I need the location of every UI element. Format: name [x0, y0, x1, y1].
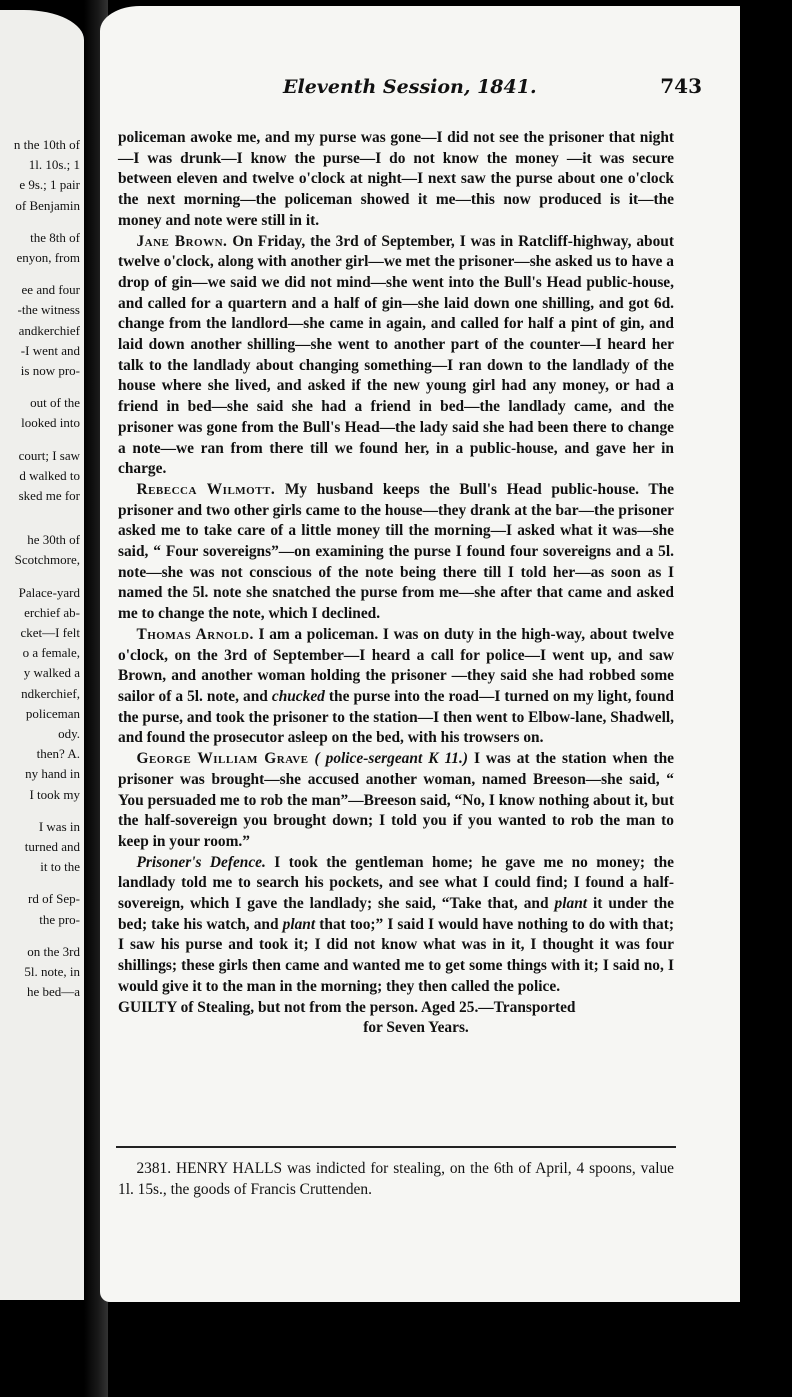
- facing-page-line: it to the: [40, 859, 80, 875]
- facing-page-line: y walked a: [23, 665, 80, 681]
- facing-page-line: he 30th of: [27, 532, 80, 548]
- testimony: I am a policeman. I was on duty in the high-way, about twelve o'clock, on the 3rd of September—I heard a call for police—I went up, and saw Brown, and another woman holding the prisoner —they said she had robbed some sailor of a 5l. note, and: [118, 625, 674, 705]
- testimony: it under the bed; take his watch, and: [118, 895, 674, 933]
- page: [100, 6, 740, 1302]
- testimony: On Friday, the 3rd of September, I was in Ratcliff-highway, about twelve o'clock, along with another girl—we met the prisoner—she asked us to have a drop of gin—we said we did not mind—she went into the Bull's Head public-house, and called for a quartern and a half of gin—she laid down one shilling, and got 6d. change from the landlord—she came in again, and called for half a pint of gin, and laid down another shilling—she went to another part of the counter—I heard her talk to the landlady about changing something—I ran down to the landlady of the house where she lived, and asked if the new young girl had any money, or had a friend in bed—she said she had a friend in bed—the landlady came, and the prisoner was gone from the Bull's Head—the lady said she had been there to change a note—we ran from there till we found her, in a public-house, and gave her in charge.: [118, 232, 674, 478]
- facing-page-line: ee and four: [21, 282, 80, 298]
- indictment: 2381. HENRY HALLS was indicted for stealing, on the 6th of April, 4 spoons, value 1l. 15s., the goods of Francis Cruttenden.: [118, 1160, 674, 1198]
- trial-text: [118, 128, 674, 1039]
- facing-page-line: 5l. note, in: [24, 964, 80, 979]
- facing-page-line: enyon, from: [16, 250, 80, 265]
- facing-page-line: I took my: [29, 786, 80, 802]
- page-header: [100, 72, 740, 102]
- facing-page-line: n the 10th of: [13, 137, 80, 152]
- witness-name: George William Grave: [136, 750, 309, 768]
- witness-name: Rebecca Wilmott.: [136, 480, 276, 498]
- facing-page-line: e 9s.; 1 pair: [19, 177, 80, 193]
- facing-page-line: ndkerchief,: [21, 685, 80, 701]
- testimony: the purse into the road—I turned on my light, found the purse, and took the prisoner to the station—I then went to Elbow-lane, Shadwell, and found the prosecutor asleep on the bed, with his trowsers on.: [118, 687, 674, 747]
- facing-page-line: of Benjamin: [15, 197, 80, 213]
- facing-page-line: looked into: [21, 415, 80, 431]
- case-divider: [116, 1146, 676, 1148]
- facing-page-line: policeman: [25, 705, 80, 721]
- verdict-line-2: for Seven Years.: [363, 1019, 469, 1037]
- paragraph-prosecutor-testimony: policeman awoke me, and my purse was gone—I did not see the prisoner that night—I was drunk—I know the purse—I do not know the money —it was secure between eleven and twelve o'clock at night—I next saw the purse about one o'clock the next morning—the policeman showed it me—this now produced is it—the money and note were still in it.: [118, 129, 674, 229]
- facing-page-line: out of the: [30, 395, 80, 411]
- testimony: that too;” I said I would have nothing to do with that; I saw his purse and took it; I did not know what was in it, I thought it was four shillings; these girls then came and wanted me to get some things with it; I said no, I would give it to the man in the morning; they then called the police.: [118, 915, 674, 995]
- facing-page-line: Scotchmore,: [14, 552, 80, 568]
- witness-rank: ( police-sergeant K 11.): [314, 750, 468, 768]
- facing-page-line: he bed—a: [26, 984, 80, 1000]
- italic-word: chucked: [271, 687, 325, 705]
- paragraph-thomas-arnold: [118, 625, 674, 749]
- running-title: Eleventh Session, 1841.: [283, 76, 537, 98]
- facing-page-line: 1l. 10s.; 1: [28, 157, 80, 173]
- facing-page-line: andkerchief: [18, 322, 80, 338]
- italic-word: plant: [282, 915, 316, 933]
- facing-page-line: d walked to: [19, 467, 80, 483]
- facing-page-line: then? A.: [36, 746, 80, 762]
- verdict: [118, 998, 674, 1039]
- testimony: My husband keeps the Bull's Head public-house. The prisoner and two other girls came to the house—they drank at the bar—the prisoner asked me to take care of a little money till the morning—I asked what it was—she said, “ Four sovereigns”—on examining the purse I found four sovereigns and a 5l. note—she was not conscious of the note being there till I told her—as soon as I named the 5l. note she snatched the purse from me—she after that came and asked me to change the note, which I declined.: [118, 480, 675, 623]
- next-case: [118, 1159, 674, 1200]
- defence-label: Prisoner's Defence.: [136, 853, 266, 871]
- witness-name: Jane Brown.: [136, 232, 228, 250]
- facing-page-line: ny hand in: [25, 766, 80, 782]
- page-number: 743: [660, 74, 702, 98]
- verdict-line-1: GUILTY of Stealing, but not from the person. Aged 25.—Transported: [118, 998, 576, 1016]
- facing-page-line: is now pro-: [20, 363, 80, 378]
- testimony: I took the gentleman home; he gave me no money; the landlady told me to search his pockets, and see what I could find; I found a half-sovereign, which I gave the landlady; she said, “Take that, and: [118, 853, 674, 913]
- witness-name: Thomas Arnold.: [136, 625, 254, 643]
- facing-page-edge: [0, 10, 84, 1300]
- facing-page-line: on the 3rd: [27, 943, 80, 959]
- italic-word: plant: [554, 895, 588, 913]
- testimony: I was at the station when the prisoner was brought—she accused another woman, named Breeson—she said, “ You persuaded me to rob the man”—Breeson said, “No, I know nothing about it, but the half-sovereign you brought down; I told you if you wanted to rob the man to keep in your room.”: [118, 750, 674, 850]
- facing-page-line: the pro-: [39, 911, 80, 927]
- facing-page-line: -I went and: [20, 342, 80, 358]
- facing-page-line: turned and: [24, 839, 80, 854]
- facing-page-line: court; I saw: [18, 447, 80, 463]
- facing-page-line: sked me for: [18, 488, 80, 503]
- facing-page-line: -the witness: [17, 302, 80, 318]
- facing-page-line: erchief ab-: [24, 604, 80, 620]
- paragraph-rebecca-wilmott: [118, 480, 674, 625]
- facing-page-line: o a female,: [22, 645, 80, 661]
- facing-page-line: cket—I felt: [20, 625, 80, 640]
- facing-page-line: ody.: [58, 726, 80, 741]
- facing-page-line: Palace-yard: [18, 584, 80, 600]
- facing-page-line: rd of Sep-: [28, 891, 80, 907]
- paragraph-prisoner-defence: [118, 853, 674, 998]
- facing-page-line: the 8th of: [30, 229, 80, 245]
- facing-page-line: I was in: [38, 818, 80, 834]
- paragraph-jane-brown: [118, 232, 674, 480]
- paragraph-george-william-grave: [118, 749, 674, 853]
